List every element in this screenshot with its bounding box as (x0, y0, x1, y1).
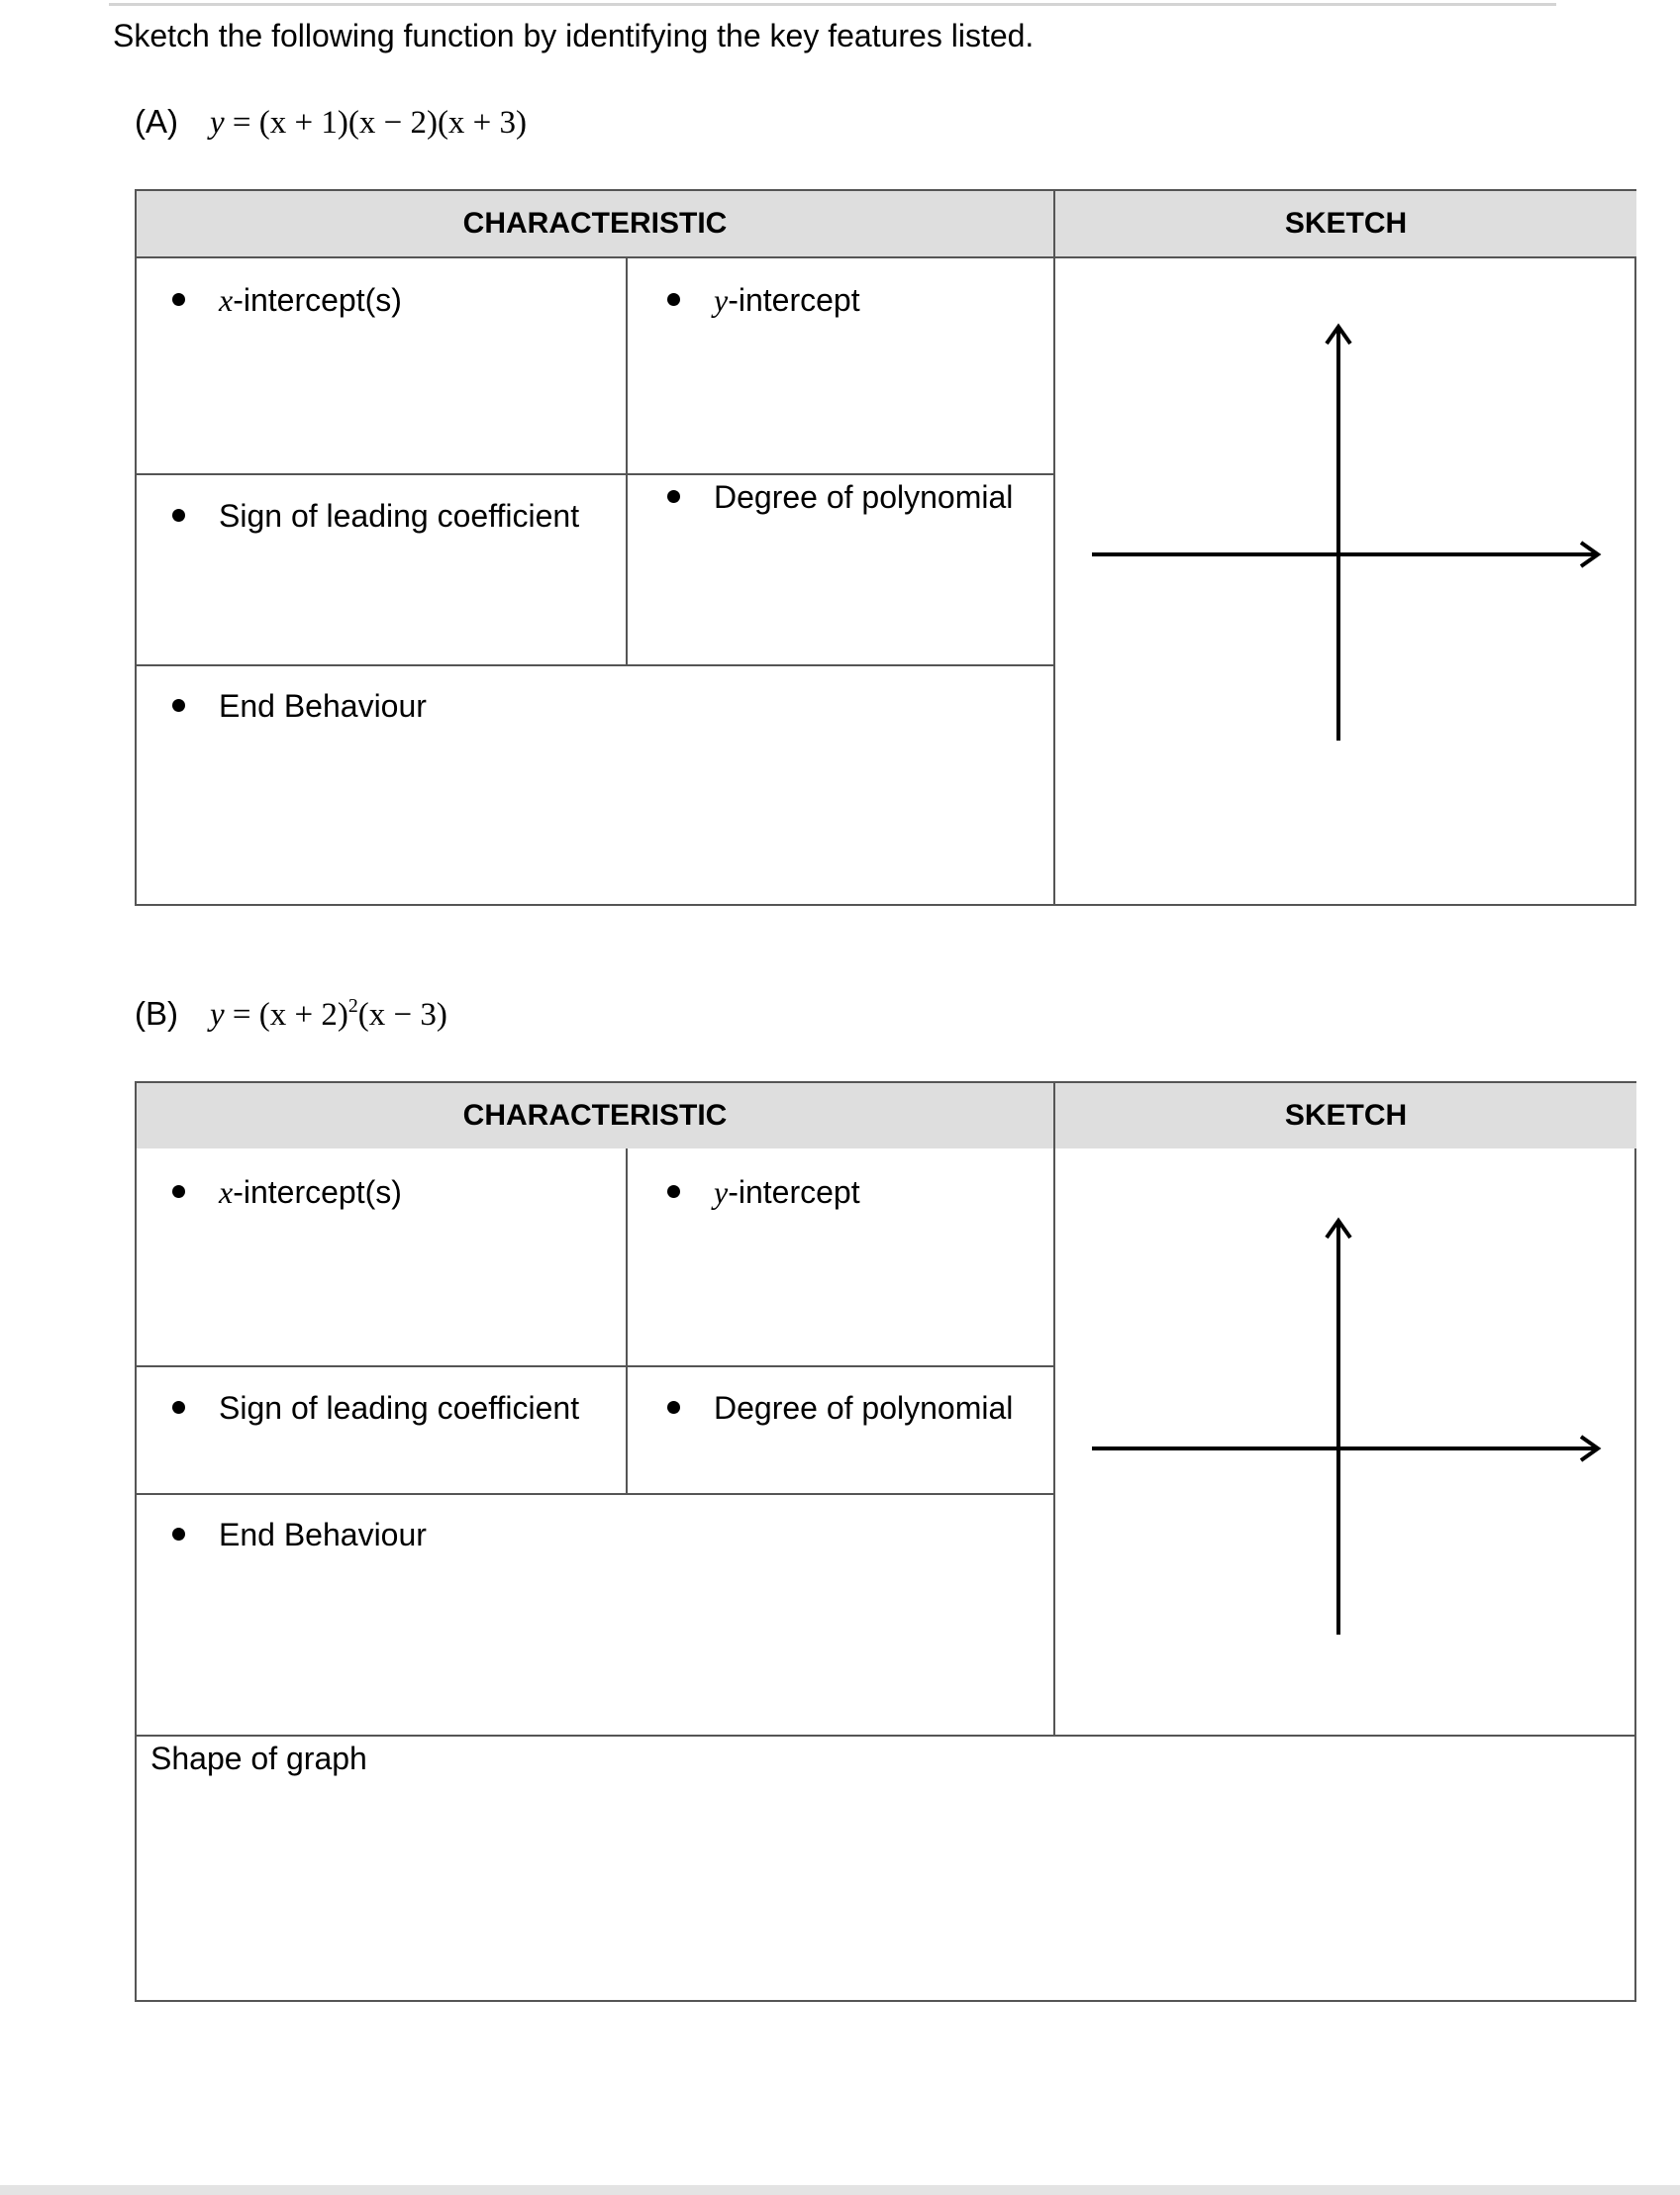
table-b-row-divider-1 (137, 1365, 1053, 1367)
problem-b-lhs: y (210, 997, 225, 1033)
table-b-y-intercept: y-intercept (667, 1174, 860, 1211)
bullet-icon (172, 509, 185, 522)
table-a-row-divider-1 (137, 473, 1053, 475)
problem-a-lhs: y (210, 105, 225, 141)
table-a-row-divider-2 (137, 664, 1053, 666)
table-a-degree-polynomial: Degree of polynomial (667, 479, 1013, 516)
table-b-row-divider-3 (137, 1735, 1636, 1737)
bullet-icon (667, 490, 680, 503)
table-b-sketch-divider (1053, 1083, 1055, 1737)
bullet-icon (172, 1185, 185, 1198)
table-b-x-intercepts: x-intercept(s) (172, 1174, 402, 1211)
table-b-header-characteristic: CHARACTERISTIC (137, 1083, 1053, 1148)
table-a-x-intercepts: x-intercept(s) (172, 282, 402, 319)
table-a-header-characteristic: CHARACTERISTIC (137, 191, 1053, 256)
table-a-y-intercept: y-intercept (667, 282, 860, 319)
problem-b-label: (B) (135, 995, 178, 1032)
bullet-icon (172, 1401, 185, 1414)
bullet-icon (172, 293, 185, 306)
table-a-axes-icon (1092, 325, 1607, 741)
table-b-axes-icon (1092, 1219, 1607, 1635)
table-b-shape-of-graph: Shape of graph (150, 1741, 367, 1776)
table-a-mid-divider (626, 256, 628, 666)
bullet-icon (172, 1528, 185, 1541)
bullet-icon (667, 1185, 680, 1198)
problem-b-heading (135, 995, 447, 1034)
table-a-end-behaviour: End Behaviour (172, 688, 427, 725)
table-b-degree-polynomial: Degree of polynomial (667, 1390, 1013, 1427)
table-a-header-divider (137, 256, 1636, 258)
problem-b-rhs-1: = (x + 2) (232, 997, 348, 1033)
table-b-mid-divider (626, 1148, 628, 1494)
bullet-icon (667, 293, 680, 306)
problem-a-label: (A) (135, 103, 178, 140)
bullet-icon (172, 699, 185, 712)
top-divider (109, 3, 1556, 6)
problem-a-heading (135, 103, 527, 142)
bullet-icon (667, 1401, 680, 1414)
table-a (135, 189, 1636, 906)
table-b-end-behaviour: End Behaviour (172, 1517, 427, 1553)
bottom-scroll-bar (0, 2185, 1680, 2195)
problem-b-rhs-2: (x − 3) (357, 997, 447, 1033)
problem-b-exponent: 2 (347, 995, 358, 1018)
table-a-sign-leading-coefficient: Sign of leading coefficient (172, 498, 579, 535)
table-b-row-divider-2 (137, 1493, 1053, 1495)
problem-a-rhs: = (x + 1)(x − 2)(x + 3) (232, 105, 528, 141)
table-a-header-sketch: SKETCH (1055, 191, 1636, 256)
table-b (135, 1081, 1636, 2002)
table-b-sign-leading-coefficient: Sign of leading coefficient (172, 1390, 579, 1427)
table-b-header-sketch: SKETCH (1055, 1083, 1636, 1148)
table-a-sketch-divider (1053, 191, 1055, 906)
instruction-text: Sketch the following function by identifying the key features listed. (113, 18, 1035, 53)
